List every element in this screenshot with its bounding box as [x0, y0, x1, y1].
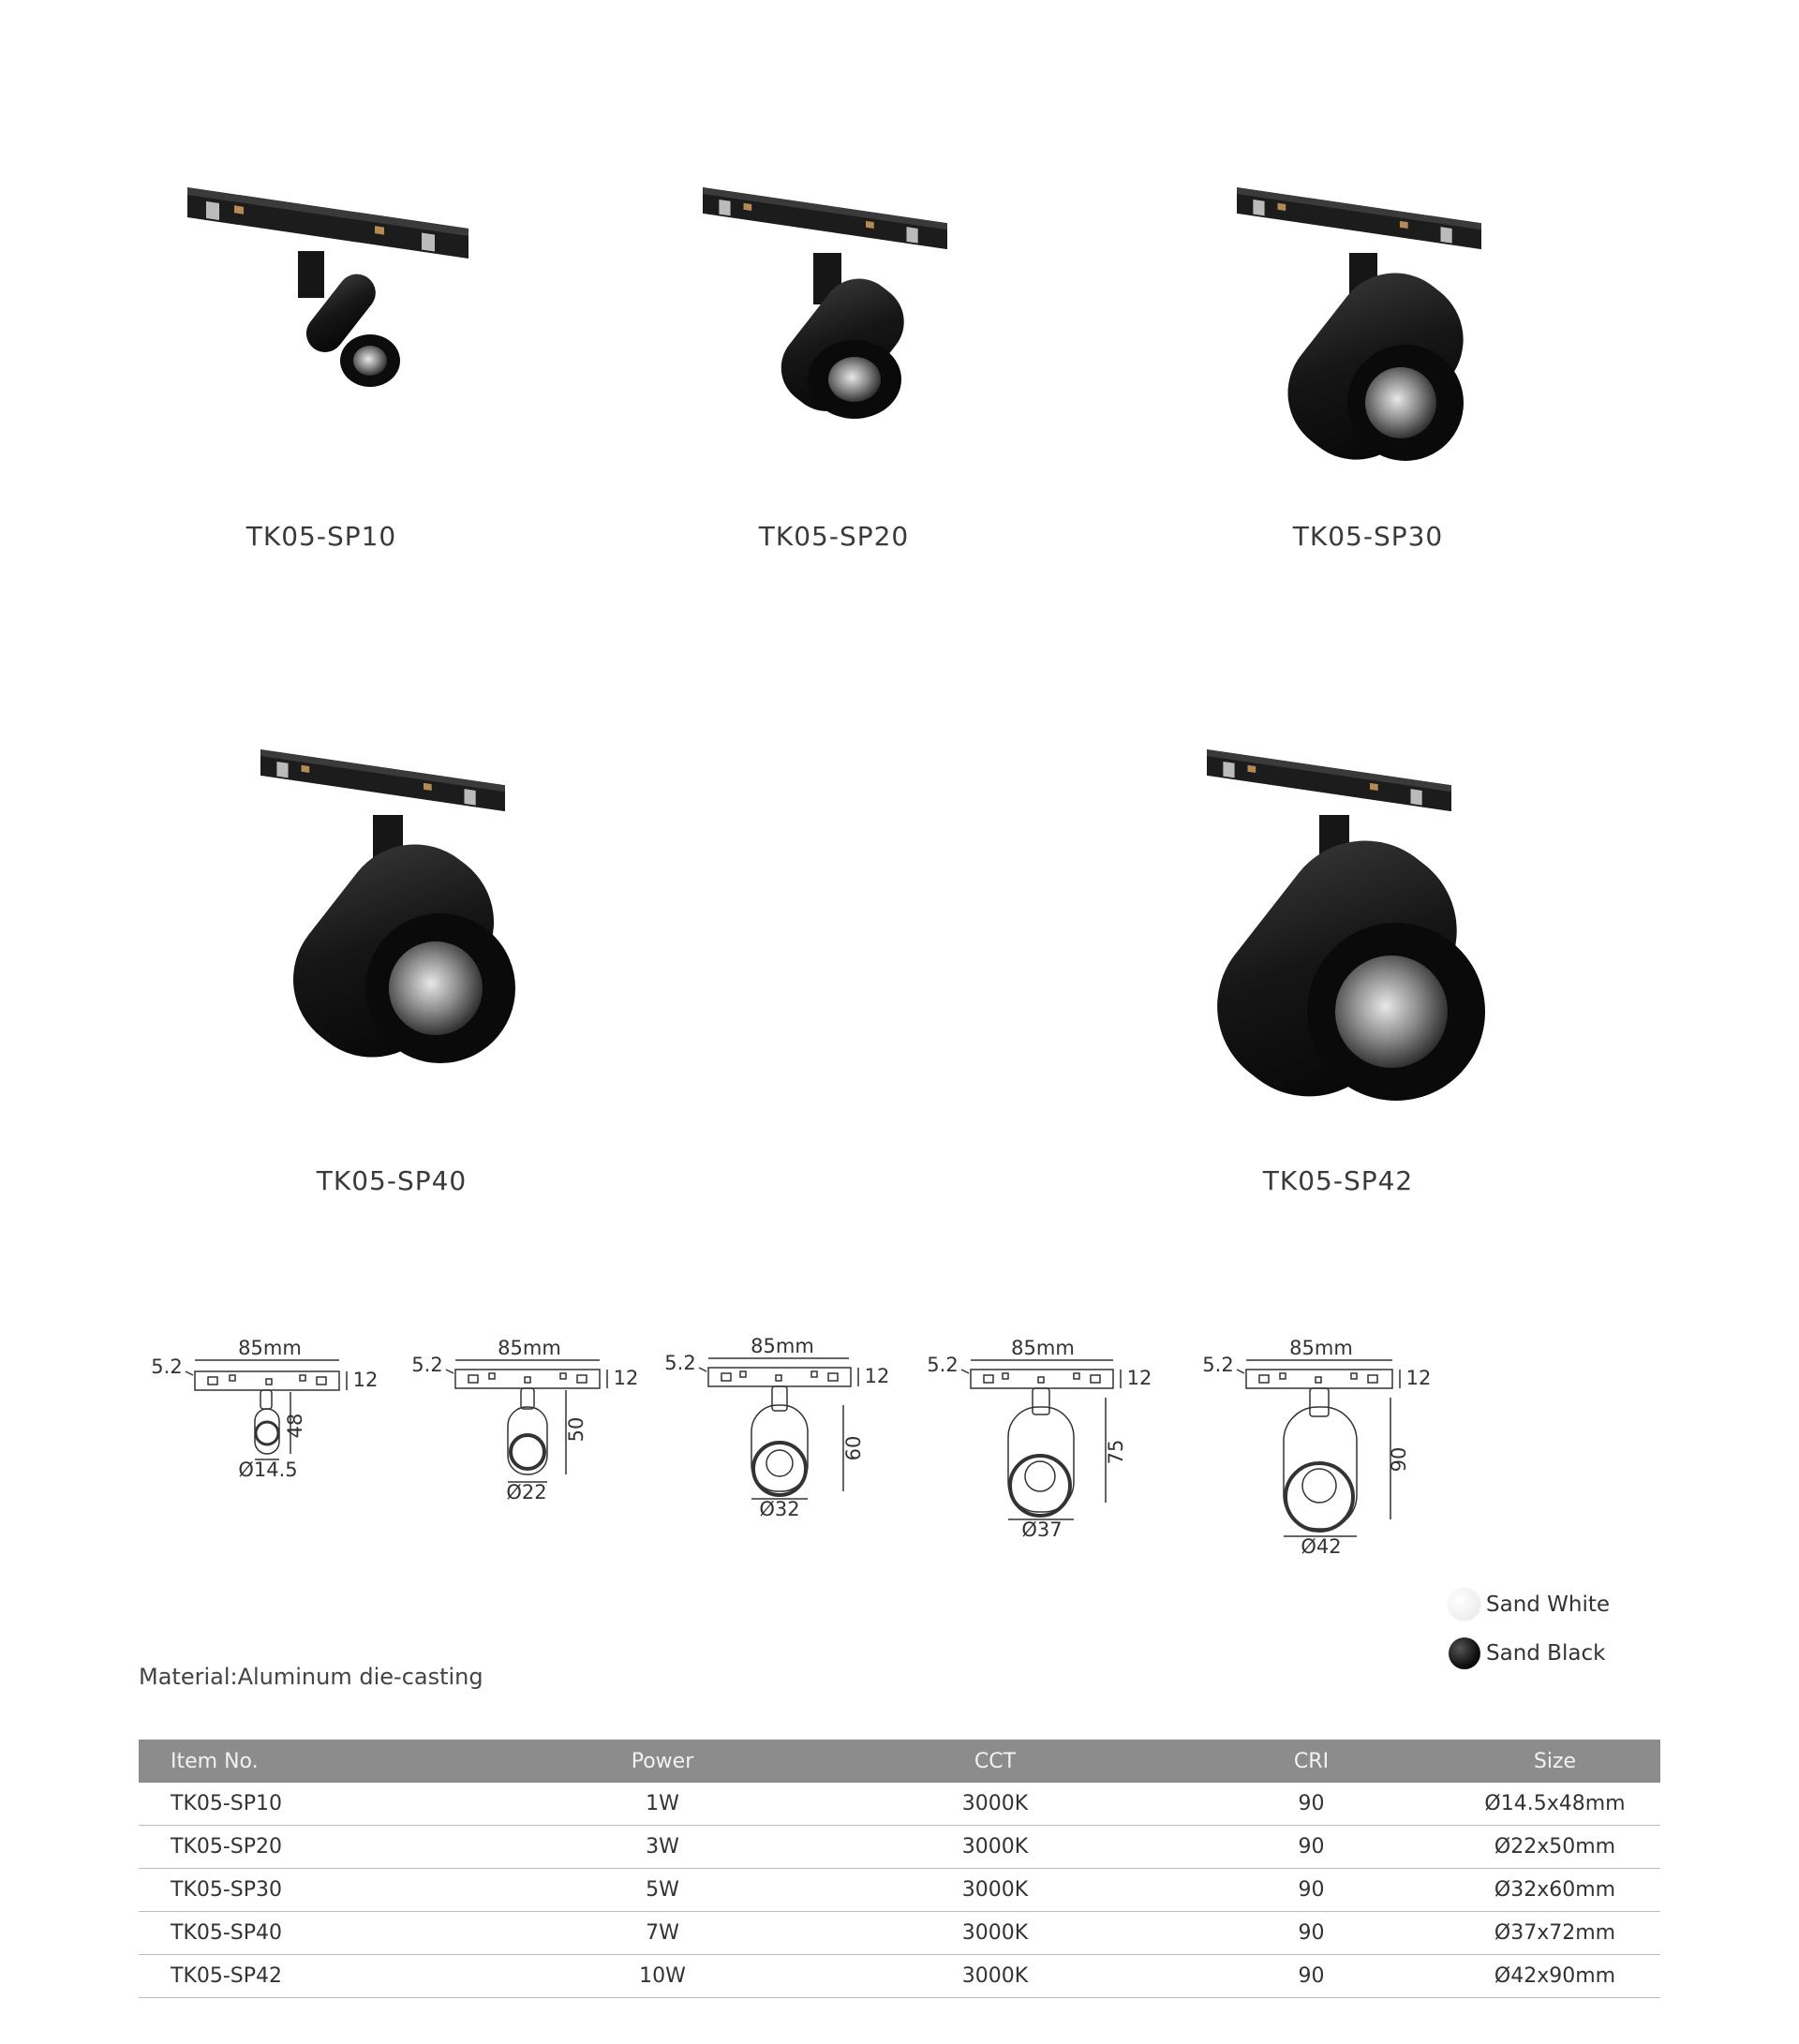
drawing-sp40 [927, 1337, 1152, 1541]
svg-text:12: 12 [1405, 1367, 1432, 1389]
cell-item-no: TK05-SP10 [139, 1783, 508, 1826]
svg-text:75: 75 [1105, 1439, 1127, 1465]
cell-item-no: TK05-SP40 [139, 1912, 508, 1955]
material-note: Material:Aluminum die-casting [139, 1664, 483, 1690]
header-power: Power [508, 1740, 817, 1783]
cell-cct: 3000K [817, 1783, 1173, 1826]
cell-cct: 3000K [817, 1826, 1173, 1869]
svg-text:12: 12 [864, 1365, 890, 1387]
svg-text:85mm: 85mm [1011, 1337, 1075, 1359]
cell-size: Ø14.5x48mm [1450, 1783, 1660, 1826]
svg-text:Ø22: Ø22 [506, 1481, 547, 1503]
cell-power: 7W [508, 1912, 817, 1955]
product-image-sp40 [260, 749, 523, 1087]
product-label-sp20: TK05-SP20 [758, 521, 910, 552]
svg-text:5.2: 5.2 [411, 1354, 443, 1376]
header-cct: CCT [817, 1740, 1173, 1783]
svg-text:85mm: 85mm [238, 1337, 302, 1359]
cell-cri: 90 [1173, 1912, 1450, 1955]
cell-power: 5W [508, 1869, 817, 1912]
svg-text:12: 12 [613, 1367, 639, 1389]
color-label: Sand Black [1486, 1641, 1606, 1666]
cell-cri: 90 [1173, 1869, 1450, 1912]
svg-text:85mm: 85mm [751, 1335, 814, 1357]
drawing-sp30 [664, 1335, 889, 1520]
table-row [139, 1783, 1660, 1826]
svg-text:5.2: 5.2 [151, 1355, 183, 1378]
color-option-black [1449, 1637, 1605, 1669]
svg-text:5.2: 5.2 [664, 1352, 696, 1374]
table-row [139, 1869, 1660, 1912]
color-label: Sand White [1486, 1592, 1611, 1617]
technical-drawings [0, 1321, 1799, 1564]
cell-cct: 3000K [817, 1955, 1173, 1998]
cell-power: 1W [508, 1783, 817, 1826]
cell-cct: 3000K [817, 1869, 1173, 1912]
table-row [139, 1955, 1660, 1998]
svg-text:50: 50 [565, 1416, 587, 1443]
header-size: Size [1450, 1740, 1660, 1783]
cell-size: Ø22x50mm [1450, 1826, 1660, 1869]
drawing-sp10 [151, 1337, 378, 1481]
svg-text:90: 90 [1388, 1446, 1410, 1473]
product-image-sp20 [703, 187, 947, 426]
svg-text:Ø32: Ø32 [759, 1498, 800, 1520]
cell-power: 10W [508, 1955, 817, 1998]
cell-item-no: TK05-SP20 [139, 1826, 508, 1869]
svg-text:Ø37: Ø37 [1021, 1518, 1063, 1541]
svg-text:60: 60 [842, 1435, 865, 1461]
cell-item-no: TK05-SP42 [139, 1955, 508, 1998]
svg-text:48: 48 [284, 1413, 306, 1439]
svg-text:12: 12 [352, 1369, 379, 1391]
table-header-row [139, 1740, 1660, 1783]
svg-text:Ø14.5: Ø14.5 [238, 1459, 298, 1481]
drawing-sp42 [1202, 1337, 1431, 1558]
svg-text:85mm: 85mm [1289, 1337, 1353, 1359]
cell-size: Ø42x90mm [1450, 1955, 1660, 1998]
cell-size: Ø32x60mm [1450, 1869, 1660, 1912]
cell-size: Ø37x72mm [1450, 1912, 1660, 1955]
product-label-sp42: TK05-SP42 [1262, 1165, 1414, 1196]
cell-cri: 90 [1173, 1955, 1450, 1998]
drawing-sp20 [411, 1337, 638, 1503]
svg-text:85mm: 85mm [498, 1337, 561, 1359]
spec-table [139, 1740, 1660, 1998]
header-item-no: Item No. [139, 1740, 508, 1783]
black-swatch-icon [1449, 1637, 1480, 1669]
header-cri: CRI [1173, 1740, 1450, 1783]
table-row [139, 1826, 1660, 1869]
cell-item-no: TK05-SP30 [139, 1869, 508, 1912]
product-image-sp30 [1237, 187, 1488, 484]
cell-cct: 3000K [817, 1912, 1173, 1955]
svg-text:5.2: 5.2 [1202, 1354, 1234, 1376]
svg-text:5.2: 5.2 [927, 1354, 959, 1376]
product-label-sp10: TK05-SP10 [245, 521, 397, 552]
cell-power: 3W [508, 1826, 817, 1869]
color-option-white [1449, 1589, 1610, 1621]
product-label-sp30: TK05-SP30 [1292, 521, 1444, 552]
product-image-sp42 [1183, 749, 1491, 1131]
svg-text:12: 12 [1126, 1367, 1152, 1389]
white-swatch-icon [1449, 1589, 1480, 1621]
table-row [139, 1912, 1660, 1955]
svg-text:Ø42: Ø42 [1301, 1535, 1342, 1558]
product-image-sp10 [187, 187, 468, 387]
cell-cri: 90 [1173, 1783, 1450, 1826]
product-label-sp40: TK05-SP40 [316, 1165, 468, 1196]
cell-cri: 90 [1173, 1826, 1450, 1869]
